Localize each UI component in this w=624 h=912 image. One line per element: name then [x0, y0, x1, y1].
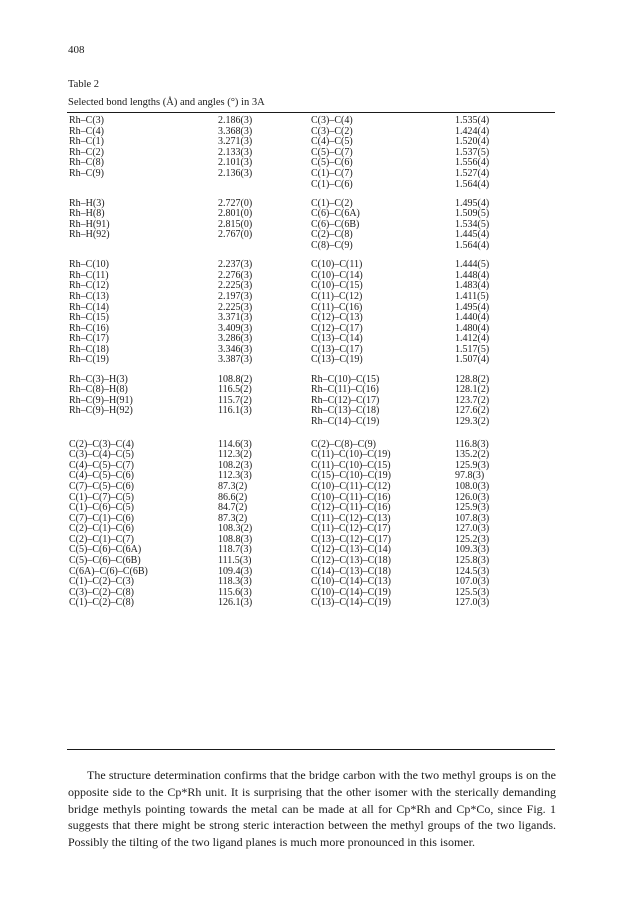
table-cell-bond-value: 1.564(4): [455, 240, 490, 252]
table-cell-bond-label: Rh–H(92): [69, 229, 110, 241]
table-cell-bond-label: C(3)–C(2): [311, 125, 353, 137]
table-cell-bond-value: 126.0(3): [455, 491, 490, 503]
table-cell-bond-label: C(10)–C(11)–C(12): [311, 480, 391, 492]
table-cell-bond-value: 1.444(5): [455, 259, 490, 271]
body-paragraph: The structure determination confirms that the bridge carbon with the two methyl groups is on the opposite side to the Cp*Rh unit. It is surprising that the other isomer with the sterically demanding bridge methyls pointing towards the metal can be made at all for Cp*Rh and Cp*Co, since Fig. 1 suggests that there might be strong steric interaction between the methyl groups of the two ligands. Possibly the tilting of the two ligand planes is much more pronounced in this isomer.: [68, 768, 556, 850]
table-row: [68, 116, 556, 127]
table-cell-bond-value: 127.0(3): [455, 597, 490, 609]
table-cell-bond-label: C(3)–C(4): [311, 115, 353, 126]
table-cell-bond-value: 116.1(3): [218, 405, 252, 417]
table-cell-bond-value: 1.424(4): [455, 125, 490, 137]
table-cell-bond-value: 2.101(3): [218, 157, 253, 169]
table-cell-bond-value: 1.507(4): [455, 354, 490, 366]
table-cell-bond-label: Rh–C(14): [69, 301, 109, 313]
table-cell-bond-label: C(12)–C(13)–C(14): [311, 544, 391, 556]
table-row: [68, 169, 556, 180]
table-cell-bond-label: Rh–C(3)–H(3): [69, 373, 128, 385]
table-row: [68, 417, 556, 428]
table-top-rule: [67, 112, 555, 113]
table-row: [68, 482, 556, 493]
table-cell-bond-value: 97.8(3): [455, 470, 485, 482]
group-spacer: [68, 428, 556, 440]
table-cell-bond-value: 2.133(3): [218, 146, 253, 158]
table-cell-bond-value: 109.3(3): [455, 544, 490, 556]
table-cell-bond-label: C(1)–C(6)–C(5): [69, 502, 134, 514]
table-cell-bond-value: 1.495(4): [455, 301, 490, 313]
table-row: [68, 241, 556, 252]
table-cell-bond-value: 109.4(3): [218, 565, 253, 577]
table-cell-bond-label: C(8)–C(9): [311, 240, 353, 252]
table-cell-bond-label: C(5)–C(6)–C(6B): [69, 555, 141, 567]
table-cell-bond-label: C(11)–C(10)–C(19): [311, 449, 391, 461]
table-cell-bond-label: Rh–C(11)–C(16): [311, 384, 379, 396]
table-cell-bond-value: 2.767(0): [218, 229, 253, 241]
table-cell-bond-label: C(3)–C(4)–C(5): [69, 449, 134, 461]
table-cell-bond-value: 115.6(3): [218, 586, 252, 598]
table-caption: Selected bond lengths (Å) and angles (°) in 3A: [68, 97, 265, 108]
table-cell-bond-label: Rh–C(8): [69, 157, 104, 169]
table-cell-bond-label: C(5)–C(6)–C(6A): [69, 544, 142, 556]
table-cell-bond-label: Rh–C(12)–C(17): [311, 394, 380, 406]
table-cell-bond-label: C(5)–C(6): [311, 157, 353, 169]
table-cell-bond-label: Rh–C(17): [69, 333, 109, 345]
table-cell-bond-value: 2.225(3): [218, 301, 253, 313]
table-cell-bond-value: 111.5(3): [218, 555, 252, 567]
table-cell-bond-label: C(15)–C(10)–C(19): [311, 470, 391, 482]
bond-data-table: [68, 116, 556, 609]
table-cell-bond-label: Rh–C(18): [69, 343, 109, 355]
table-cell-bond-label: Rh–C(16): [69, 322, 109, 334]
table-cell-bond-label: Rh–C(13)–C(18): [311, 405, 380, 417]
table-cell-bond-label: C(11)–C(12): [311, 290, 363, 302]
table-cell-bond-label: Rh–C(9)–H(92): [69, 405, 133, 417]
table-cell-bond-label: C(11)–C(10)–C(15): [311, 459, 391, 471]
table-cell-bond-value: 112.3(2): [218, 449, 252, 461]
table-cell-bond-label: Rh–C(19): [69, 354, 109, 366]
table-cell-bond-label: C(6A)–C(6)–C(6B): [69, 565, 148, 577]
table-cell-bond-value: 125.8(3): [455, 555, 490, 567]
table-cell-bond-label: Rh–C(9): [69, 167, 104, 179]
table-cell-bond-value: 118.3(3): [218, 576, 252, 588]
table-cell-bond-value: 1.412(4): [455, 333, 490, 345]
table-cell-bond-value: 1.440(4): [455, 312, 490, 324]
table-cell-bond-label: Rh–H(8): [69, 208, 105, 220]
table-cell-bond-value: 129.3(2): [455, 415, 490, 427]
table-cell-bond-value: 118.7(3): [218, 544, 252, 556]
table-row: [68, 598, 556, 609]
table-cell-bond-value: 1.564(4): [455, 178, 490, 190]
table-cell-bond-value: 1.411(5): [455, 290, 489, 302]
table-label: Table 2: [68, 79, 100, 90]
table-cell-bond-value: 125.5(3): [455, 586, 490, 598]
table-cell-bond-label: C(4)–C(5): [311, 136, 353, 148]
table-cell-bond-label: C(2)–C(8)–C(9): [311, 438, 376, 450]
table-cell-bond-value: 108.0(3): [455, 480, 490, 492]
table-cell-bond-label: C(10)–C(14)–C(19): [311, 586, 391, 598]
table-cell-bond-value: 108.8(3): [218, 533, 253, 545]
table-cell-bond-label: C(13)–C(19): [311, 354, 363, 366]
table-cell-bond-label: C(10)–C(11)–C(16): [311, 491, 391, 503]
table-cell-bond-value: 87.3(2): [218, 480, 248, 492]
table-cell-bond-label: Rh–C(10): [69, 259, 109, 271]
table-cell-bond-label: C(13)–C(14)–C(19): [311, 597, 391, 609]
table-cell-bond-label: Rh–H(3): [69, 197, 105, 209]
table-cell-bond-value: 116.5(2): [218, 384, 252, 396]
table-cell-bond-label: C(1)–C(7): [311, 167, 353, 179]
table-cell-bond-value: 128.8(2): [455, 373, 490, 385]
table-cell-bond-label: C(14)–C(13)–C(18): [311, 565, 391, 577]
table-cell-bond-label: C(2)–C(8): [311, 229, 353, 241]
table-cell-bond-label: C(4)–C(5)–C(7): [69, 459, 134, 471]
table-cell-bond-value: 2.197(3): [218, 290, 253, 302]
table-cell-bond-label: C(7)–C(5)–C(6): [69, 480, 134, 492]
table-cell-bond-value: 107.8(3): [455, 512, 490, 524]
table-cell-bond-value: 3.286(3): [218, 333, 253, 345]
table-cell-bond-value: 2.136(3): [218, 167, 253, 179]
table-cell-bond-value: 125.2(3): [455, 533, 490, 545]
table-cell-bond-label: C(11)–C(16): [311, 301, 363, 313]
table-cell-bond-label: C(2)–C(1)–C(6): [69, 523, 134, 535]
table-cell-bond-value: 1.480(4): [455, 322, 490, 334]
table-cell-bond-label: C(5)–C(7): [311, 146, 353, 158]
table-row: [68, 292, 556, 303]
table-cell-bond-label: C(12)–C(13): [311, 312, 363, 324]
table-cell-bond-label: Rh–C(8)–H(8): [69, 384, 128, 396]
table-cell-bond-label: C(13)–C(14): [311, 333, 363, 345]
table-cell-bond-label: C(10)–C(14): [311, 269, 363, 281]
table-cell-bond-label: Rh–C(10)–C(15): [311, 373, 380, 385]
table-cell-bond-value: 126.1(3): [218, 597, 253, 609]
table-cell-bond-label: C(10)–C(14)–C(13): [311, 576, 391, 588]
table-cell-bond-label: Rh–C(1): [69, 136, 104, 148]
table-cell-bond-label: Rh–C(4): [69, 125, 104, 137]
table-cell-bond-label: C(10)–C(11): [311, 259, 363, 271]
table-cell-bond-label: Rh–C(15): [69, 312, 109, 324]
page-number: 408: [68, 44, 85, 56]
table-cell-bond-value: 1.535(4): [455, 115, 490, 126]
table-cell-bond-value: 1.445(4): [455, 229, 490, 241]
table-cell-bond-label: C(1)–C(2)–C(8): [69, 597, 134, 609]
table-cell-bond-label: C(1)–C(7)–C(5): [69, 491, 134, 503]
table-cell-bond-value: 2.237(3): [218, 259, 253, 271]
table-cell-bond-value: 84.7(2): [218, 502, 248, 514]
table-cell-bond-value: 108.2(3): [218, 459, 253, 471]
table-cell-bond-label: C(13)–C(12)–C(17): [311, 533, 391, 545]
table-cell-bond-value: 112.3(3): [218, 470, 252, 482]
table-cell-bond-label: C(12)–C(17): [311, 322, 363, 334]
table-cell-bond-value: 3.346(3): [218, 343, 253, 355]
table-cell-bond-value: 125.9(3): [455, 459, 490, 471]
table-cell-bond-value: 115.7(2): [218, 394, 252, 406]
table-cell-bond-label: C(1)–C(2): [311, 197, 353, 209]
table-cell-bond-value: 1.517(5): [455, 343, 490, 355]
table-cell-bond-value: 2.276(3): [218, 269, 253, 281]
table-cell-bond-label: C(6)–C(6A): [311, 208, 360, 220]
table-row: [68, 180, 556, 191]
table-cell-bond-label: Rh–C(13): [69, 290, 109, 302]
table-cell-bond-label: C(7)–C(1)–C(6): [69, 512, 134, 524]
table-cell-bond-label: Rh–C(9)–H(91): [69, 394, 133, 406]
table-cell-bond-value: 2.801(0): [218, 208, 253, 220]
table-cell-bond-value: 2.815(0): [218, 218, 253, 230]
table-cell-bond-value: 86.6(2): [218, 491, 248, 503]
table-bottom-rule: [67, 749, 555, 750]
table-cell-bond-value: 3.409(3): [218, 322, 253, 334]
table-cell-bond-label: Rh–C(3): [69, 115, 104, 126]
table-cell-bond-value: 107.0(3): [455, 576, 490, 588]
table-cell-bond-label: C(3)–C(2)–C(8): [69, 586, 134, 598]
table-cell-bond-label: C(4)–C(5)–C(6): [69, 470, 134, 482]
table-cell-bond-label: Rh–C(12): [69, 280, 109, 292]
table-cell-bond-label: C(1)–C(6): [311, 178, 353, 190]
table-cell-bond-value: 1.527(4): [455, 167, 490, 179]
table-cell-bond-value: 1.556(4): [455, 157, 490, 169]
table-cell-bond-value: 108.8(2): [218, 373, 253, 385]
table-cell-bond-label: C(11)–C(12)–C(13): [311, 512, 391, 524]
table-cell-bond-value: 3.371(3): [218, 312, 253, 324]
table-cell-bond-value: 128.1(2): [455, 384, 490, 396]
table-cell-bond-label: C(11)–C(12)–C(17): [311, 523, 391, 535]
table-cell-bond-value: 1.520(4): [455, 136, 490, 148]
table-cell-bond-label: C(1)–C(2)–C(3): [69, 576, 134, 588]
table-cell-bond-value: 1.534(5): [455, 218, 490, 230]
table-cell-bond-value: 3.368(3): [218, 125, 253, 137]
table-cell-bond-label: C(2)–C(1)–C(7): [69, 533, 134, 545]
table-cell-bond-label: Rh–C(11): [69, 269, 109, 281]
table-cell-bond-value: 1.509(5): [455, 208, 490, 220]
table-cell-bond-value: 127.0(3): [455, 523, 490, 535]
table-cell-bond-value: 135.2(2): [455, 449, 490, 461]
table-cell-bond-value: 2.727(0): [218, 197, 253, 209]
table-cell-bond-value: 114.6(3): [218, 438, 252, 450]
table-cell-bond-value: 2.186(3): [218, 115, 253, 126]
table-cell-bond-value: 1.495(4): [455, 197, 490, 209]
table-row: [68, 355, 556, 366]
table-cell-bond-value: 116.8(3): [455, 438, 489, 450]
table-cell-bond-value: 108.3(2): [218, 523, 253, 535]
table-cell-bond-label: C(12)–C(13)–C(18): [311, 555, 391, 567]
table-cell-bond-label: Rh–H(91): [69, 218, 110, 230]
table-cell-bond-value: 87.3(2): [218, 512, 248, 524]
table-cell-bond-value: 1.448(4): [455, 269, 490, 281]
table-cell-bond-value: 1.483(4): [455, 280, 490, 292]
table-cell-bond-label: C(10)–C(15): [311, 280, 363, 292]
table-cell-bond-value: 127.6(2): [455, 405, 490, 417]
table-cell-bond-value: 1.537(5): [455, 146, 490, 158]
table-cell-bond-label: C(13)–C(17): [311, 343, 363, 355]
table-cell-bond-value: 2.225(3): [218, 280, 253, 292]
table-cell-bond-value: 3.271(3): [218, 136, 253, 148]
table-cell-bond-label: C(12)–C(11)–C(16): [311, 502, 391, 514]
table-cell-bond-label: C(6)–C(6B): [311, 218, 360, 230]
table-cell-bond-value: 3.387(3): [218, 354, 253, 366]
table-cell-bond-label: C(2)–C(3)–C(4): [69, 438, 134, 450]
table-cell-bond-value: 123.7(2): [455, 394, 490, 406]
table-cell-bond-value: 124.5(3): [455, 565, 490, 577]
table-cell-bond-value: 125.9(3): [455, 502, 490, 514]
table-cell-bond-label: Rh–C(14)–C(19): [311, 415, 380, 427]
table-cell-bond-label: Rh–C(2): [69, 146, 104, 158]
